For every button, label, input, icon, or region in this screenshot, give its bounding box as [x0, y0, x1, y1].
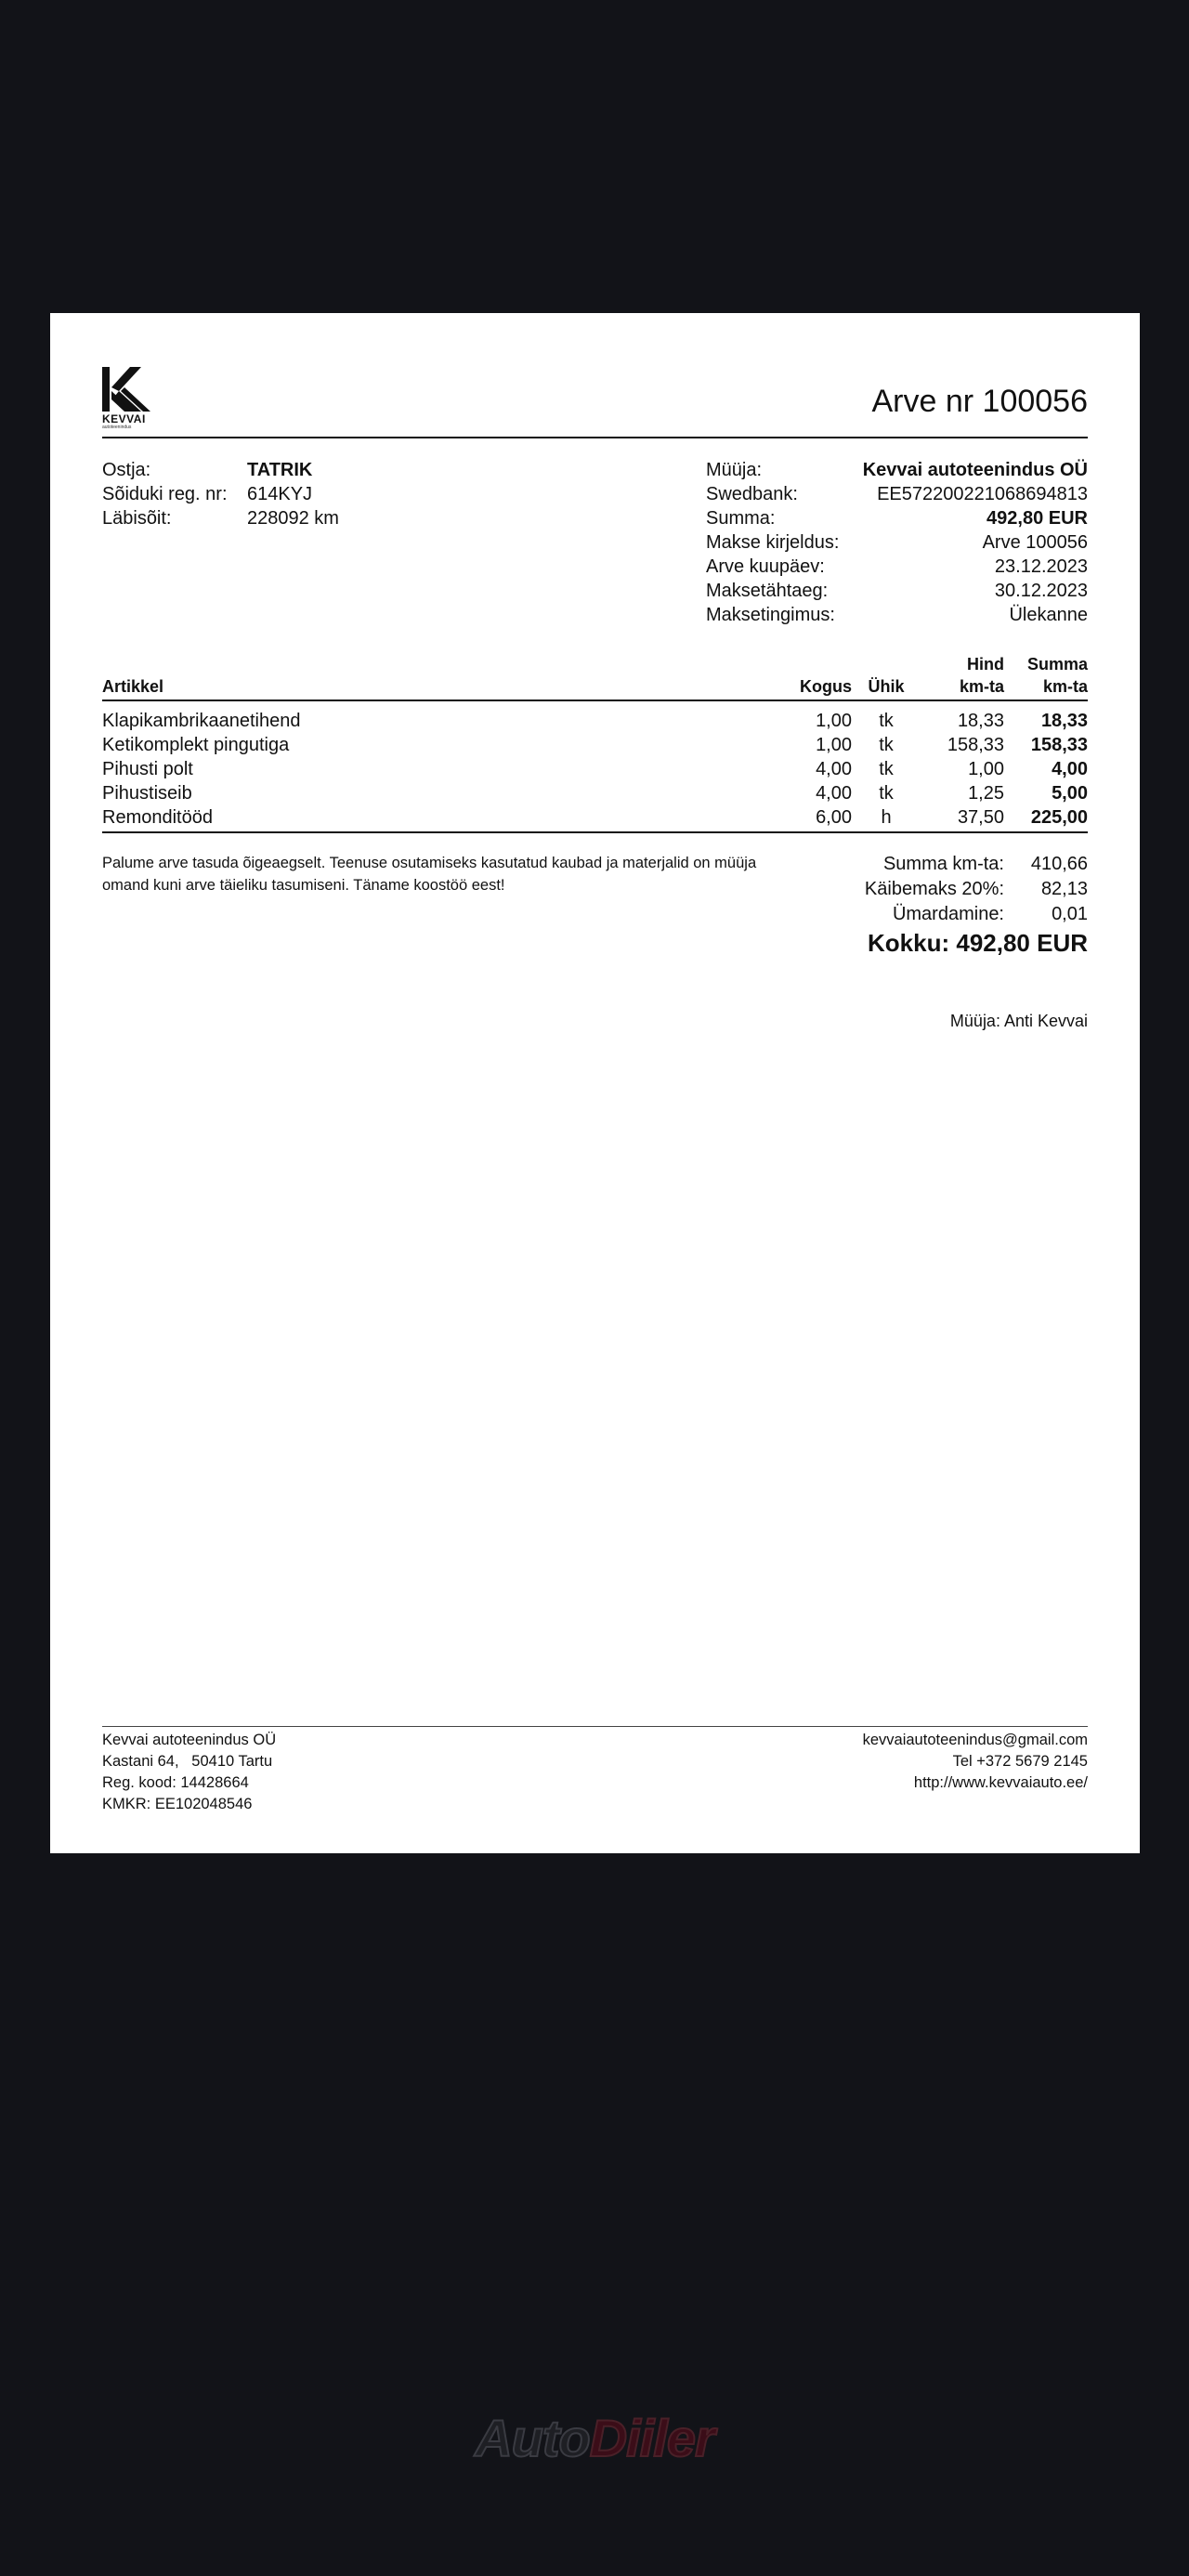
- item-sum: 158,33: [1030, 735, 1088, 755]
- rounding-row: [809, 902, 1088, 927]
- item-unit: h: [881, 807, 892, 828]
- col-header-sum-l2: km-ta: [1042, 677, 1088, 696]
- subtotal-label: Summa km-ta:: [882, 854, 1004, 874]
- seller-row: [706, 458, 1088, 482]
- table-row: [102, 805, 1088, 830]
- subtotal-row: [809, 852, 1088, 877]
- header-divider: [102, 437, 1088, 438]
- seller-label: Müüja:: [706, 460, 763, 480]
- logo-name: KEVVAI: [102, 412, 146, 425]
- item-qty: 6,00: [816, 807, 852, 828]
- footer-divider: [102, 1726, 1088, 1727]
- mileage-label: Läbisõit:: [102, 508, 172, 529]
- table-row: [102, 781, 1088, 805]
- footer-address: Kastani 64, 50410 Tartu: [102, 1753, 273, 1770]
- buyer-label: Ostja:: [102, 460, 151, 480]
- item-price: 1,25: [968, 783, 1004, 804]
- amount-label: Summa:: [706, 508, 776, 529]
- watermark-part-diiler: Diiler: [589, 2409, 714, 2467]
- item-price: 158,33: [947, 735, 1004, 755]
- rounding-label: Ümardamine:: [892, 904, 1004, 924]
- totals-block: [809, 852, 1088, 927]
- item-sum: 225,00: [1030, 807, 1088, 828]
- payment-method-value: Ülekanne: [1009, 605, 1088, 625]
- payment-method-row: [706, 603, 1088, 627]
- col-header-price-l2: km-ta: [959, 677, 1004, 696]
- item-name: Remonditööd: [102, 807, 213, 828]
- seller-value: Kevvai autoteenindus OÜ: [862, 460, 1088, 480]
- footer-email: kevvaiautoteenindus@gmail.com: [862, 1732, 1088, 1748]
- table-row: [102, 709, 1088, 733]
- table-row: [102, 733, 1088, 757]
- item-sum: 5,00: [1052, 783, 1088, 804]
- col-header-sum: [1004, 653, 1088, 700]
- vehicle-reg-label: Sõiduki reg. nr:: [102, 484, 228, 504]
- payment-desc-label: Makse kirjeldus:: [706, 532, 840, 553]
- amount-row: [706, 506, 1088, 530]
- vehicle-reg-value: 614KYJ: [247, 484, 313, 504]
- table-row: [102, 757, 1088, 781]
- mileage-value: 228092 km: [247, 508, 339, 529]
- seller-info: [706, 458, 1088, 627]
- item-name: Pihusti polt: [102, 759, 193, 779]
- signer: Müüja: Anti Kevvai: [949, 1012, 1088, 1030]
- col-header-qty: Kogus: [800, 677, 852, 696]
- item-price: 1,00: [968, 759, 1004, 779]
- payment-method-label: Maksetingimus:: [706, 605, 835, 625]
- invoice-date-label: Arve kuupäev:: [706, 556, 825, 577]
- payment-note: Palume arve tasuda õigeaegselt. Teenuse osutamiseks kasutatud kaubad ja materjalid on müüja omand kuni arve täieliku tasumiseni. Täname koostöö eest!: [102, 855, 757, 894]
- buyer-info: [102, 458, 567, 530]
- payment-desc-value: Arve 100056: [982, 532, 1088, 553]
- footer-phone: Tel +372 5679 2145: [952, 1753, 1088, 1770]
- vat-label: Käibemaks 20%:: [864, 879, 1004, 899]
- footer-contact-info: [863, 1730, 1088, 1794]
- due-date-row: [706, 579, 1088, 603]
- item-qty: 4,00: [816, 759, 852, 779]
- rounding-value: 0,01: [1052, 904, 1088, 924]
- item-qty: 1,00: [816, 711, 852, 731]
- footer-company-name: Kevvai autoteenindus OÜ: [102, 1732, 277, 1748]
- item-sum: 4,00: [1052, 759, 1088, 779]
- col-header-article: Artikkel: [102, 677, 164, 696]
- col-header-price: [921, 653, 1004, 700]
- col-header-sum-l1: Summa: [1026, 655, 1088, 673]
- mileage-row: [102, 506, 567, 530]
- payment-desc-row: [706, 530, 1088, 555]
- bank-account: EE572200221068694813: [877, 484, 1088, 504]
- bank-label: Swedbank:: [706, 484, 798, 504]
- invoice-date-row: [706, 555, 1088, 579]
- item-unit: tk: [879, 783, 894, 804]
- item-unit: tk: [879, 735, 894, 755]
- footer-reg-code: Reg. kood: 14428664: [102, 1774, 249, 1791]
- col-header-unit: Ühik: [868, 677, 905, 696]
- col-header-price-l1: Hind: [967, 655, 1004, 673]
- buyer-row: [102, 458, 567, 482]
- due-date-label: Maksetähtaeg:: [706, 581, 829, 601]
- item-name: Pihustiseib: [102, 783, 192, 804]
- due-date-value: 30.12.2023: [994, 581, 1088, 601]
- item-name: Ketikomplekt pingutiga: [102, 735, 290, 755]
- vat-value: 82,13: [1040, 879, 1088, 899]
- item-unit: tk: [879, 711, 894, 731]
- buyer-name: TATRIK: [247, 460, 313, 480]
- footer-company-info: [102, 1730, 276, 1815]
- item-price: 18,33: [957, 711, 1004, 731]
- item-qty: 4,00: [816, 783, 852, 804]
- items-table: [102, 653, 1088, 833]
- amount-value: 492,80 EUR: [986, 508, 1088, 529]
- item-price: 37,50: [957, 807, 1004, 828]
- watermark-part-auto: Auto: [475, 2409, 590, 2467]
- item-name: Klapikambrikaanetihend: [102, 711, 301, 731]
- grand-total: Kokku: 492,80 EUR: [868, 929, 1088, 957]
- company-logo: [102, 367, 152, 434]
- invoice-title: Arve nr 100056: [871, 384, 1088, 419]
- item-qty: 1,00: [816, 735, 852, 755]
- autodiiler-watermark: [0, 2408, 1189, 2468]
- invoice-page: [50, 313, 1140, 1853]
- footer-vat-number: KMKR: EE102048546: [102, 1796, 253, 1812]
- table-header-row: [102, 653, 1088, 700]
- item-sum: 18,33: [1040, 711, 1088, 731]
- vehicle-reg-row: [102, 482, 567, 506]
- item-unit: tk: [879, 759, 894, 779]
- invoice-date-value: 23.12.2023: [994, 556, 1088, 577]
- logo-tagline: autoteenindus: [102, 425, 132, 430]
- bank-row: [706, 482, 1088, 506]
- footer-website: http://www.kevvaiauto.ee/: [913, 1774, 1088, 1791]
- subtotal-value: 410,66: [1030, 854, 1088, 874]
- kevvai-logo-icon: [102, 367, 150, 412]
- vat-row: [809, 877, 1088, 902]
